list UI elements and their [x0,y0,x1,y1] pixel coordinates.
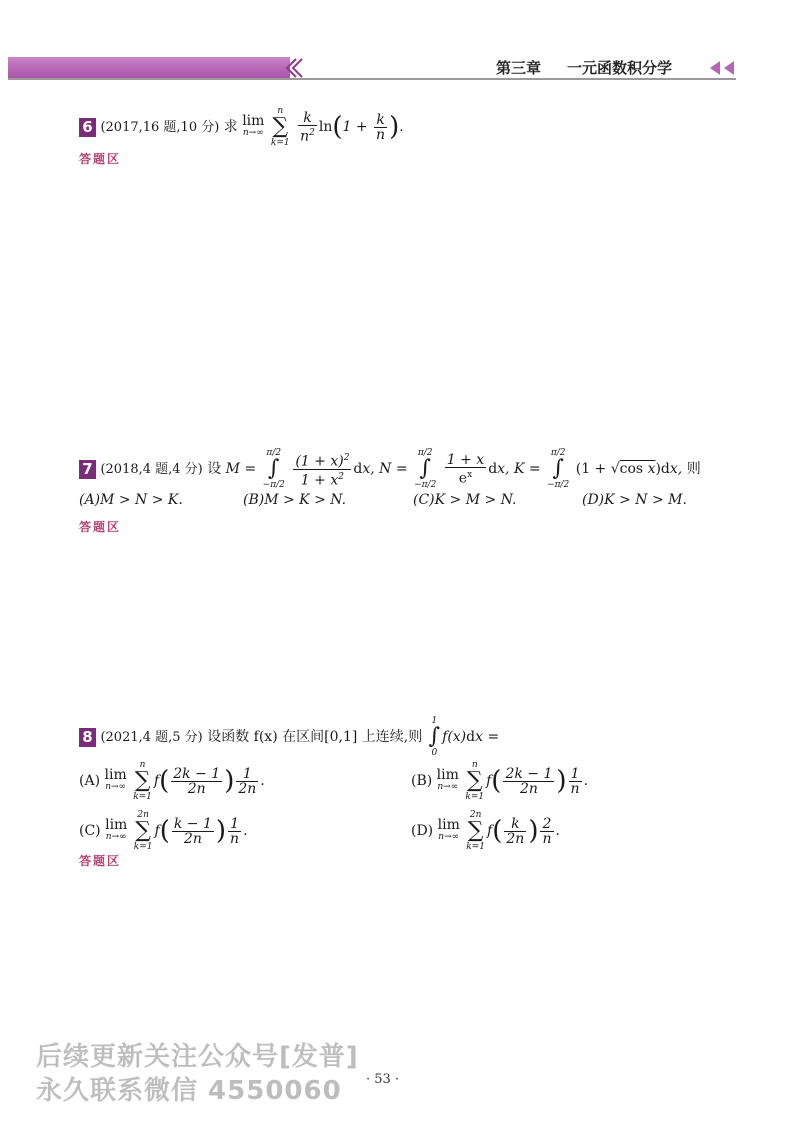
answer-area-label: 答题区 [79,152,122,166]
problem-text: 求 [223,119,238,135]
answer-area-label: 答题区 [79,854,122,868]
problem-number: 8 [79,728,96,747]
problem-8 [79,716,499,758]
page-number: · 53 · [366,1072,400,1087]
problem-tail: 则 [686,461,701,477]
header-band [8,57,290,79]
problem-text: 设 [207,461,222,477]
formula-integral: 1 ∫ 0 f(x)dx = [428,716,500,758]
problem-text: 设函数 f(x) 在区间[0,1] 上连续,则 [207,729,423,745]
chevron-decoration-icon [280,57,306,79]
problem-7 [79,448,701,490]
answer-area-label: 答题区 [79,520,122,534]
chapter-title: 一元函数积分学 [567,59,673,77]
problem-source: (2017,16 题,10 分) [100,120,220,135]
formula-limit-sum: lim n→∞ n ∑ k=1 $\frac{k}{n^2}$ ln(1 + $\frac{k}{n}$ ). [242,106,404,148]
watermark-line-1: 后续更新关注公众号[发普] [36,1042,359,1072]
option-c: (C)K > M > N. [413,492,517,508]
option-d: (D) lim n→∞ 2n ∑ k=1 f( $\frac{k}{2n}$ ) $\frac{2}{n}$ . [411,810,560,852]
chapter-header [496,57,672,79]
problem-number: 7 [79,460,96,479]
option-c: (C) lim n→∞ 2n ∑ k=1 f( $\frac{k - 1}{2n}$ ) $\frac{1}{n}$ . [79,810,248,852]
problem-source: (2018,4 题,4 分) [100,462,203,477]
formula-definitions: M = π/2 ∫ −π/2 $\frac{(1 + x)^2}{1 + x^2}$ dx, N = π/2 ∫ −π/2 $\frac{1 + x}{e^x}$ dx, K = π/2 ∫ −π/2 (1 + √cos x)dx, [225,448,687,490]
double-triangle-icon [708,59,738,77]
option-d: (D)K > N > M. [582,492,687,508]
chapter-label: 第三章 [496,59,542,77]
problem-source: (2021,4 题,5 分) [100,730,203,745]
option-a: (A)M > N > K. [79,492,183,508]
option-b: (B) lim n→∞ n ∑ k=1 f( $\frac{2k - 1}{2n}$ ) $\frac{1}{n}$ . [411,760,589,802]
problem-6 [79,106,404,148]
option-a: (A) lim n→∞ n ∑ k=1 f( $\frac{2k - 1}{2n}$ ) $\frac{1}{2n}$ . [79,760,265,802]
problem-number: 6 [79,118,96,137]
watermark-line-2: 永久联系微信 4550060 [36,1076,342,1106]
option-b: (B)M > K > N. [243,492,347,508]
